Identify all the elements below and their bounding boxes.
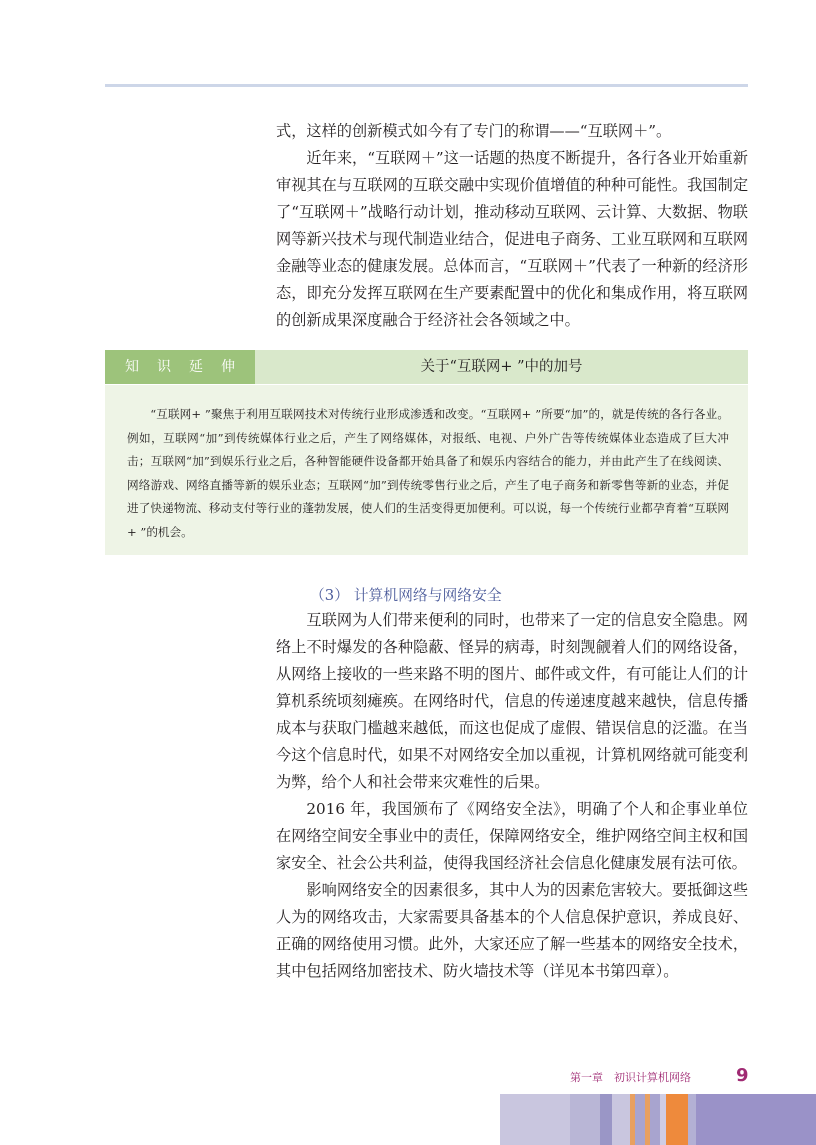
intro-paragraph-continuation: 式，这样的创新模式如今有了专门的称谓——“互联网＋”。 (276, 122, 672, 140)
intro-paragraph: 近年来，“互联网＋”这一话题的热度不断提升，各行各业开始重新审视其在与互联网的互联交融中实现价值增值的种种可能性。我国制定了“互联网＋”战略行动计划，推动移动互联网、云计算、大数据、物联网等新兴技术与现代制造业结合，促进电子商务、工业互联网和互联网金融等业态的健康发展。总体而言，“互联网＋”代表了一种新的经济形态，即充分发挥互联网在生产要素配置中的优化和集成作用，将互联网的创新成果深度融合于经济社会各领域之中。 (276, 149, 748, 329)
section-paragraph: 2016 年，我国颁布了《网络安全法》，明确了个人和企事业单位在网络空间安全事业中的责任，保障网络安全，维护网络空间主权和国家安全、社会公共利益，使得我国经济社会信息化健康发展有法可依。 (276, 800, 748, 872)
section-paragraph: 影响网络安全的因素很多，其中人为的因素危害较大。要抵御这些人为的网络攻击，大家需要具备基本的个人信息保护意识，养成良好、正确的网络使用习惯。此外，大家还应了解一些基本的网络安全技术，其中包括网络加密技术、防火墙技术等（详见本书第四章）。 (276, 881, 748, 980)
knowledge-extension-header (105, 350, 748, 384)
knowledge-extension-box (105, 385, 748, 555)
top-rule (105, 84, 748, 87)
footer-decorative-stripes (0, 1094, 816, 1145)
knowledge-extension-body: “互联网+ ”聚焦于利用互联网技术对传统行业形成渗透和改变。“互联网+ ”所要“加”的，就是传统的各行各业。例如，互联网“加”到传统媒体行业之后，产生了网络媒体，对报纸、电视、户外广告等传统媒体业态造成了巨大冲击；互联网“加”到娱乐行业之后，各种智能硬件设备都开始具备了和娱乐内容结合的能力，并由此产生了在线阅读、网络游戏、网络直播等新的娱乐业态；互联网“加”到传统零售行业之后，产生了电子商务和新零售等新的业态，并促进了快递物流、移动支付等行业的蓬勃发展，使人们的生活变得更加便利。可以说，每一个传统行业都孕育着“互联网+ ”的机会。 (127, 407, 729, 539)
footer-chapter-label: 第一章 初识计算机网络 (570, 1071, 691, 1084)
section-heading: （3） 计算机网络与网络安全 (310, 587, 502, 604)
section-body (276, 607, 748, 985)
page-number: 9 (736, 1065, 749, 1086)
section-paragraph: 互联网为人们带来便利的同时，也带来了一定的信息安全隐患。网络上不时爆发的各种隐蔽、怪异的病毒，时刻觊觎着人们的网络设备，从网络上接收的一些来路不明的图片、邮件或文件，有可能让人们的计算机系统顷刻瘫痪。在网络时代，信息的传递速度越来越快，信息传播成本与获取门槛越来越低，而这也促成了虚假、错误信息的泛滥。在当今这个信息时代，如果不对网络安全加以重视，计算机网络就可能变利为弊，给个人和社会带来灾难性的后果。 (276, 611, 748, 791)
knowledge-extension-title: 关于“互联网+ ”中的加号 (420, 359, 583, 375)
knowledge-extension-tag: 知识延伸 (105, 350, 255, 384)
intro-text (276, 118, 748, 334)
